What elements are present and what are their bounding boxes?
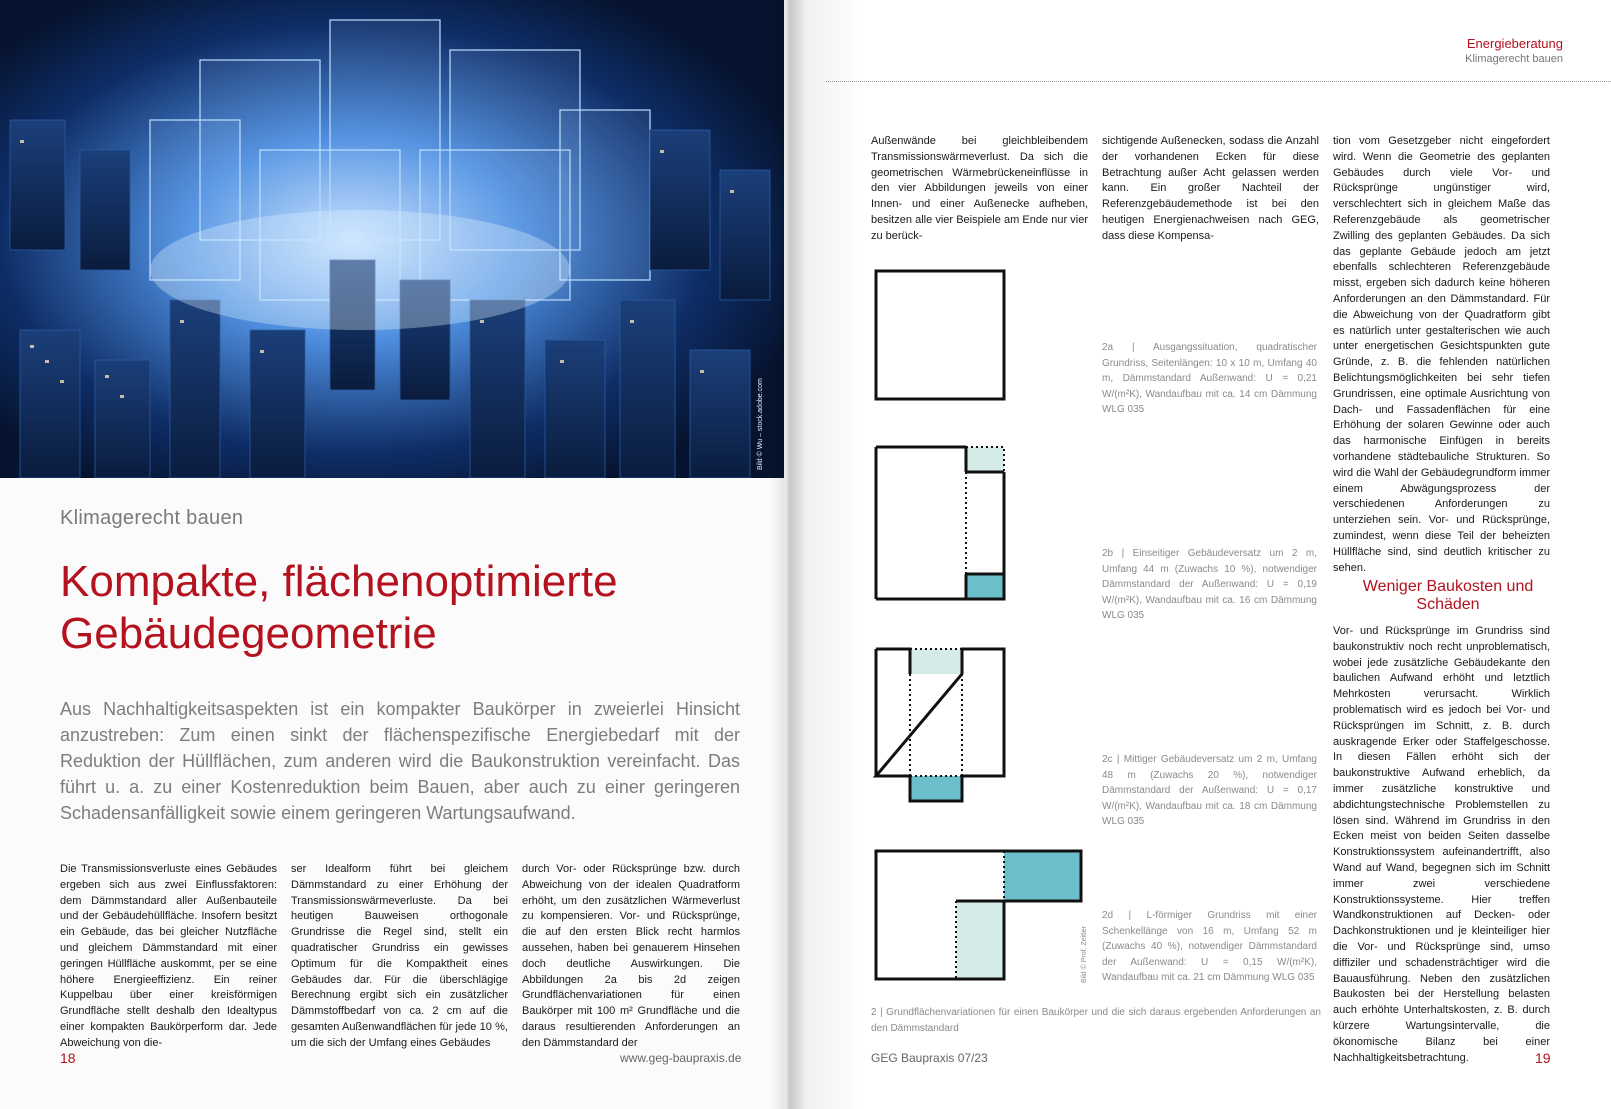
running-header <box>1465 36 1563 65</box>
image-credit: Bild © Wu – stock.adobe.com <box>757 378 764 470</box>
body-column-r3-part1: tion vom Gesetzgeber nicht eingefordert wird. Wenn die Geometrie des geplanten Gebäudes durch viele Vor- und Rücksprünge ungünstiger wird, verschlechtert sich in gleichem Maße das Referenzgebäude als geometrischer Zwilling des geplanten Gebäudes. Da sich das geplante Gebäude jedoch am jetzt ebenfalls schlechteren Referenzgebäude misst, ergeben sich dadurch keine höheren Anforderungen an den Dämmstandard. Für die Abweichung von der Quadratform gibt es natürlich unter gestalterischen wie auch unter energetischen Gesichtspunkten gute Gründe, z. B. die fehlenden natürlichen Belichtungsmöglichkeiten bei sehr tiefen Grundrissen, eine optimale Ausrichtung von Dach- und Fassadenflächen für eine Erhöhung der solaren Gewinne oder auch das harmonische Einfügen in bereits vorhandene städtebauliche Strukturen. So wird die Wahl der Gebäudegrundform immer einem Abwägungsprozess der verschiedenen Anforderungen zu unterziehen sein. Vor- und Rücksprünge, zumindest, wenn diese Teil der beheizten Hüllfläche sind, sind deutlich kritischer zu sehen. <box>1333 135 1550 574</box>
lead-paragraph: Aus Nachhaltigkeitsaspekten ist ein kompakter Baukörper in zweierlei Hinsicht anzustreben: Zum einen sinkt der flächenspezifische Energiebedarf mit der Reduktion der Hüllflächen, zum anderen wird die Baukonstruktion vereinfacht. Das führt u. a. zu einer Kostenreduktion beim Bauen, aber auch zu einer geringeren Schadensanfälligkeit sowie einem geringeren Wartungsaufwand. <box>60 699 740 823</box>
floorplan-2d <box>870 848 1086 982</box>
caption-2a: 2a | Ausgangssituation, quadratischer Grundriss, Seitenlängen: 10 x 10 m, Umfang 40 m, Dämmstandard Außenwand: U = 0,21 W/(m²K), Wandaufbau mit ca. 14 cm Dämmung WLG 035 <box>1102 342 1317 416</box>
glowing-city-illustration <box>0 0 784 478</box>
caption-2d: 2d | L-förmiger Grundriss mit einer Schenkellänge von 16 m, Umfang 52 m (Zuwachs 40 %), notwendiger Dämmstandard der Außenwand: U = 0,15 W/(m²K), Wandaufbau mit ca. 21 cm Dämmung WLG 035 <box>1102 910 1317 984</box>
section-title: Energieberatung <box>1466 36 1563 51</box>
figure-caption: 2 | Grundflächenvariationen für einen Baukörper und die sich daraus ergebenden Anforderungen an den Dämmstandard <box>871 1007 1321 1034</box>
body-column-2: ser Idealform führt bei gleichem Dämmstandard zu einer Erhöhung der Transmissionswärmeverluste. Da bei heutigen Bauweisen orthogonale Grundrisse die Regel sind, stellt ein quadratischer Grundriss ein gewisses Optimum für die Kompaktheit eines Gebäudes dar. Für die überschlägige Berechnung ergibt sich ein zusätzlicher Dämmstoffbedarf von ca. 2 cm auf die gesamten Außenwandflächen für jede 10 %, um die sich der Umfang eines Gebäudes <box>291 863 508 1049</box>
body-column-1: Die Transmissionsverluste eines Gebäudes ergeben sich aus zwei Einflussfaktoren: dem Dämmstandard aller Außenbauteile und der Gebäudehüllfläche. Insofern besitzt ein Gebäude, das bei gleicher Nutzfläche und gleichem Dämmstandard mit einer geringen Hüllfläche auskommt, per se eine höhere Energieeffizienz. Ein reiner Kuppelbau über einer kreisförmigen Grundfläche stellt deshalb den Idealtypus einer kompakten Baukörperform dar. Jede Abweichung von die- <box>60 863 277 1049</box>
floorplan-2b <box>870 444 1010 604</box>
headline-line-1: Kompakte, flächenoptimierte <box>60 557 618 606</box>
header-divider <box>826 81 1611 82</box>
body-column-r1: Außenwände bei gleichbleibendem Transmissionswärmeverlust. Da sich die geometrischen Wärmebrückeneinflüsse in den vier Abbildungen jeweils von einer Innen- und einer Außenecke aufheben, besitzen alle vier Beispiele am Ende nur vier zu berück- <box>871 135 1088 242</box>
body-column-r3-part2: Vor- und Rücksprünge im Grundriss sind baukonstruktiv noch recht unproblematisch, wobei jede zusätzliche Gebäudekante den baulichen Aufwand erhöht und letztlich Mehrkosten verursacht. Wirklich problematisch wird es jedoch bei Vor- und Rücksprüngen im Schnitt, z. B. durch auskragende Erker oder Staffelgeschosse. In diesen Fällen erhöht sich der baukonstruktive Aufwand erheblich, da immer zusätzliche konstruktive und abdichtungstechnische Problemstellen zu lösen sind. Während im Grundriss in den Ecken meist von beiden Seiten dasselbe Konstruktionssystem aufeinandertrifft, also Wand auf Wand, begegnen sich im Schnitt immer zwei verschiedene Konstruktionssysteme. Hier treffen Wandkonstruktionen auf Decken- oder Dachkonstruktionen und je kleinteiliger hier die Vor- und Rücksprünge sind, umso diffiziler und schadensträchtiger wird die Bauausführung. Neben den zusätzlichen Baukosten bei der Herstellung belasten auch erhöhte Unterhaltskosten, z. B. durch kürzere Wartungsintervalle, die ökonomische Bilanz bei einer Nachhaltigkeitsbetrachtung. <box>1333 625 1550 1064</box>
headline <box>60 556 760 660</box>
page-number-left: 18 <box>60 1050 76 1066</box>
caption-2b: 2b | Einseitiger Gebäudeversatz um 2 m, Umfang 44 m (Zuwachs 10 %), notwendiger Dämmstandard der Außenwand: U = 0,19 W/(m²K), Wandaufbau mit ca. 16 cm Dämmung WLG 035 <box>1102 548 1317 622</box>
footer-website: www.geg-baupraxis.de <box>620 1051 742 1065</box>
headline-line-2: Gebäudegeometrie <box>60 609 437 658</box>
left-page <box>0 0 784 1109</box>
body-column-r2: sichtigende Außenecken, sodass die Anzahl der vorhandenen Ecken für diese Betrachtung außer Acht gelassen werden kann. Ein großer Nachteil der Referenzgebäudemethode ist bei den heutigen Energienachweisen nach GEG, dass diese Kompensa- <box>1102 135 1319 242</box>
section-subtitle: Klimagerecht bauen <box>1465 53 1563 65</box>
floorplan-2a <box>870 268 1010 408</box>
figure-credit: Bild © Prof. Zeitler <box>1081 926 1088 983</box>
kicker: Klimagerecht bauen <box>60 507 244 529</box>
hero-image-city <box>0 0 784 478</box>
page-number-right: 19 <box>1535 1050 1551 1066</box>
body-column-3: durch Vor- oder Rücksprünge bzw. durch Abweichung von der idealen Quadratform erhöht, um den zusätzlichen Wärmeverlust zu kompensieren. Vor- und Rücksprünge, die auf den ersten Blick recht harmlos aussehen, haben bei genauerem Hinsehen doch deutliche Auswirkungen. Die Abbildungen 2a bis 2d zeigen Grundflächenvariationen für einen Baukörper mit 100 m² Grundfläche und die daraus resultierenden Anforderungen an den Dämmstandard der <box>522 863 740 1049</box>
caption-2c: 2c | Mittiger Gebäudeversatz um 2 m, Umfang 48 m (Zuwachs 20 %), notwendiger Dämmstandard der Außenwand: U = 0,17 W/(m²K), Wandaufbau mit ca. 18 cm Dämmung WLG 035 <box>1102 754 1317 828</box>
floorplan-2c <box>870 646 1010 806</box>
subheading: Weniger Baukosten und Schäden <box>1362 578 1534 613</box>
footer-magazine: GEG Baupraxis 07/23 <box>871 1051 988 1065</box>
